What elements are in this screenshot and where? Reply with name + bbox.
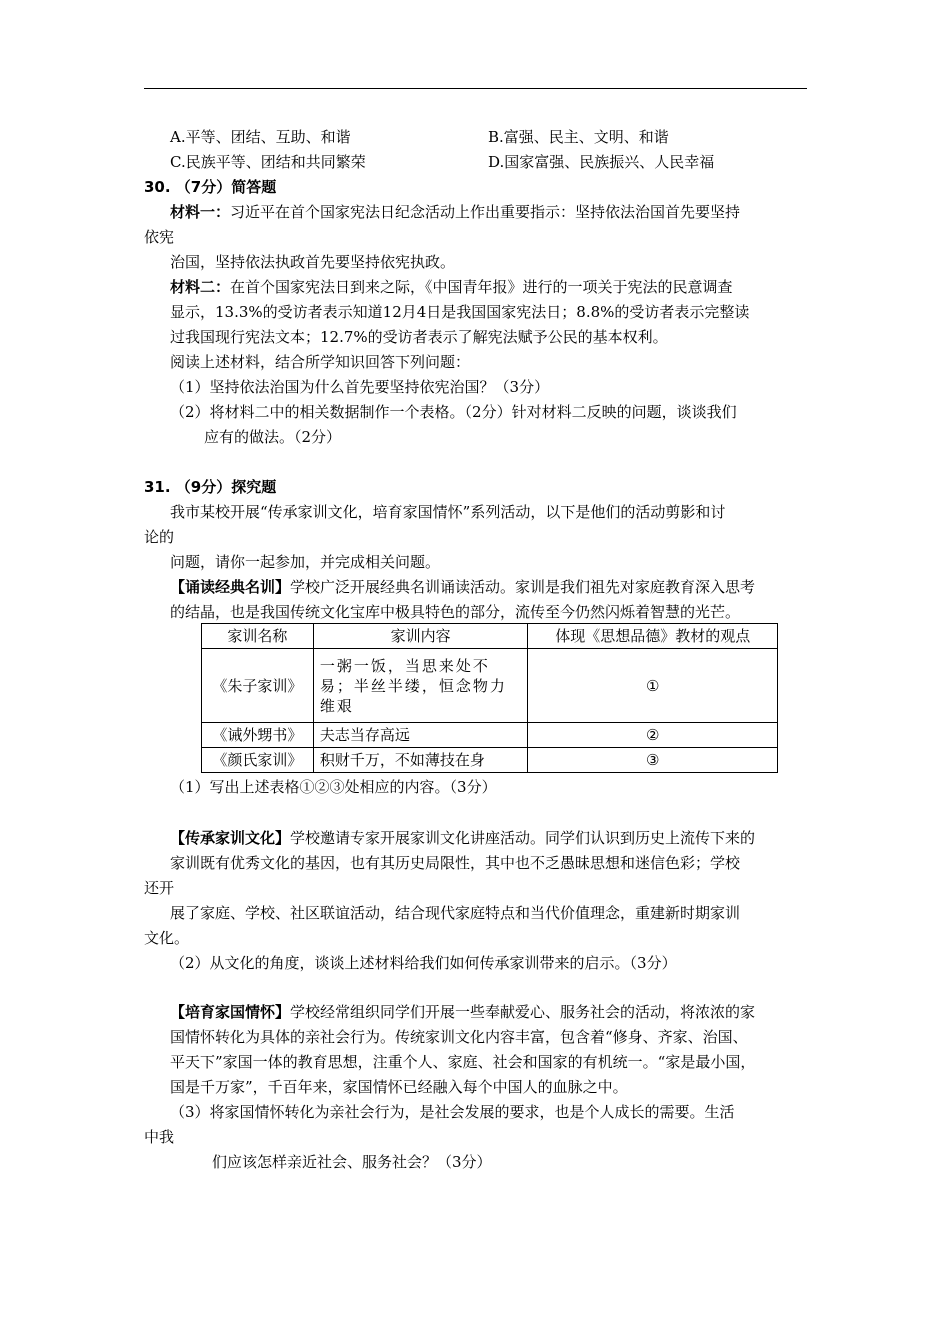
material1-text: 习近平在首个国家宪法日纪念活动上作出重要指示：坚持依法治国首先要坚持 xyxy=(230,203,741,221)
table-header-row xyxy=(202,624,778,649)
q31-part3-line4: 国是千万家”，千百年来，家国情怀已经融入每个中国人的血脉之中。 xyxy=(170,1078,628,1096)
part3-label: 【培育家国情怀】 xyxy=(170,1003,291,1021)
q31-sub3-line2: 中我 xyxy=(144,1128,175,1146)
q31-part1-line2: 的结晶，也是我国传统文化宝库中极具特色的部分，流传至今仍然闪烁着智慧的光芒。 xyxy=(170,603,741,621)
table-row xyxy=(202,748,778,773)
q30-sub2-line1: （2）将材料二中的相关数据制作一个表格。（2分）针对材料二反映的问题，谈谈我们 xyxy=(170,403,737,421)
q31-part2-line5: 文化。 xyxy=(144,929,190,947)
table-cell: 积财千万，不如薄技在身 xyxy=(313,748,528,773)
table-cell: 一粥一饭，当思来处不易；半丝半缕，恒念物力维艰 xyxy=(313,649,528,723)
table-header: 家训内容 xyxy=(313,624,528,649)
q31-part1-line1 xyxy=(170,577,755,597)
q31-part2-line2: 家训既有优秀文化的基因，也有其历史局限性，其中也不乏愚昧思想和迷信色彩；学校 xyxy=(170,854,741,872)
part3-text: 学校经常组织同学们开展一些奉献爱心、服务社会的活动，将浓浓的家 xyxy=(290,1003,756,1021)
q30-material2-line1 xyxy=(170,277,733,297)
q31-part3-line3: 平天下”家国一体的教育思想，注重个人、家庭、社会和国家的有机统一。“家是最小国， xyxy=(170,1053,756,1071)
table-header: 家训名称 xyxy=(202,624,314,649)
family-motto-table xyxy=(201,623,778,773)
material2-text: 在首个国家宪法日到来之际，《中国青年报》进行的一项关于宪法的民意调查 xyxy=(230,278,733,296)
option-b: B.富强、民主、文明、和谐 xyxy=(488,128,669,146)
header-rule xyxy=(144,88,807,89)
q31-sub3-line1: （3）将家国情怀转化为亲社会行为，是社会发展的要求，也是个人成长的需要。生活 xyxy=(170,1103,735,1121)
q30-material1-line1 xyxy=(170,202,740,222)
part1-label: 【诵读经典名训】 xyxy=(170,578,291,596)
q31-part3-line2: 国情怀转化为具体的亲社会行为。传统家训文化内容丰富，包含着“修身、齐家、治国、 xyxy=(170,1028,748,1046)
q30-material1-line3: 治国，坚持依法执政首先要坚持依宪执政。 xyxy=(170,253,456,271)
q31-part2-line4: 展了家庭、学校、社区联谊活动，结合现代家庭特点和当代价值理念，重建新时期家训 xyxy=(170,904,741,922)
q30-heading: 30. （7分）简答题 xyxy=(144,178,277,196)
option-a: A.平等、团结、互助、和谐 xyxy=(170,128,351,146)
table-cell: 《朱子家训》 xyxy=(202,649,314,723)
table-cell: ① xyxy=(528,649,778,723)
q31-intro-line3: 问题，请你一起参加，并完成相关问题。 xyxy=(170,553,441,571)
table-cell: 《诫外甥书》 xyxy=(202,723,314,748)
part2-label: 【传承家训文化】 xyxy=(170,829,291,847)
q30-sub2-line2: 应有的做法。（2分） xyxy=(204,428,342,446)
q30-material2-line2: 显示，13.3%的受访者表示知道12月4日是我国国家宪法日；8.8%的受访者表示完整读 xyxy=(170,303,750,321)
q31-sub1: （1）写出上述表格①②③处相应的内容。（3分） xyxy=(170,778,497,796)
table-cell: 《颜氏家训》 xyxy=(202,748,314,773)
q31-part2-line1 xyxy=(170,828,755,848)
q31-part2-line3: 还开 xyxy=(144,879,175,897)
table-row xyxy=(202,649,778,723)
q30-sub1: （1）坚持依法治国为什么首先要坚持依宪治国？（3分） xyxy=(170,378,550,396)
table-header: 体现《思想品德》教材的观点 xyxy=(528,624,778,649)
q31-part3-line1 xyxy=(170,1002,755,1022)
q31-intro-line2: 论的 xyxy=(144,528,175,546)
table-cell: ② xyxy=(528,723,778,748)
q31-heading: 31. （9分）探究题 xyxy=(144,478,277,496)
part1-text: 学校广泛开展经典名训诵读活动。家训是我们祖先对家庭教育深入思考 xyxy=(290,578,756,596)
table-cell: ③ xyxy=(528,748,778,773)
table-cell: 夫志当存高远 xyxy=(313,723,528,748)
table-row xyxy=(202,723,778,748)
q30-material1-line2: 依宪 xyxy=(144,228,175,246)
option-c: C.民族平等、团结和共同繁荣 xyxy=(170,153,366,171)
material2-label: 材料二： xyxy=(170,278,231,296)
part2-text: 学校邀请专家开展家训文化讲座活动。同学们认识到历史上流传下来的 xyxy=(290,829,756,847)
option-d: D.国家富强、民族振兴、人民幸福 xyxy=(488,153,715,171)
q31-sub3-line3: 们应该怎样亲近社会、服务社会？（3分） xyxy=(212,1153,492,1171)
q30-prompt: 阅读上述材料，结合所学知识回答下列问题： xyxy=(170,353,471,371)
q31-sub2: （2）从文化的角度，谈谈上述材料给我们如何传承家训带来的启示。（3分） xyxy=(170,954,677,972)
q30-material2-line3: 过我国现行宪法文本；12.7%的受访者表示了解宪法赋予公民的基本权利。 xyxy=(170,328,668,346)
material1-label: 材料一： xyxy=(170,203,231,221)
q31-intro-line1: 我市某校开展“传承家训文化，培育家国情怀”系列活动，以下是他们的活动剪影和讨 xyxy=(170,503,726,521)
